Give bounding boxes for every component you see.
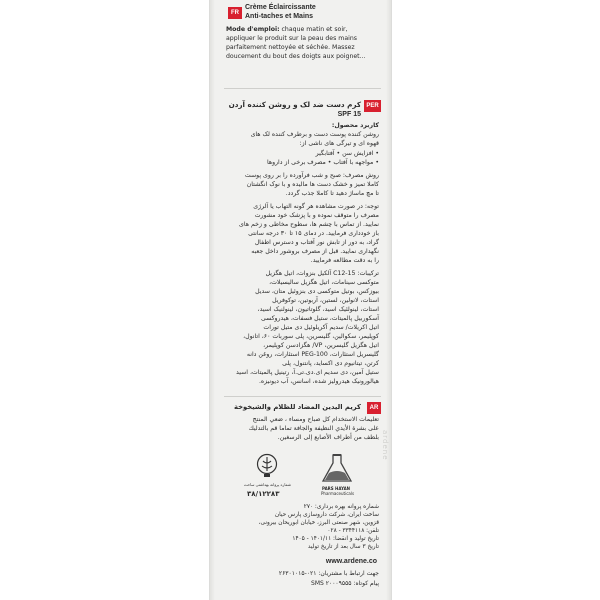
fr-instructions-line [226, 26, 348, 35]
per-caution-line: نگهداری نمایید. قبل از مصرف بروشور داخل جعبه [251, 248, 379, 255]
manufacturer-line: قزوین، شهر صنعتی البرز، خیابان ابوریحان بیرونی، [258, 520, 379, 526]
contact-line: جهت ارتباط با مشتریان: ۰۲۱-۲۶۳۰۱۰۱۵ [278, 570, 379, 577]
per-ingredients-line: هیالورونیک هیدرولیز شده، اسانس، آب دیونیزه. [258, 378, 379, 385]
per-ingredients-line: گلیسریل استئارات، PEG-100 استئارات، روغن دانه [246, 351, 379, 358]
per-usage-line: روشن کننده پوست دست و برطرف کننده لک های [250, 131, 379, 138]
per-ingredients-line: ستیل آمین، دی سدیم ای.دی.تی.آ، رتینیل پالمیتات، اسید [235, 369, 379, 376]
per-method-line: کاملا تمیز و خشک دست ها مالیده و با نوک انگشتان [246, 181, 379, 188]
per-usage-label: کاربرد محصول: [331, 122, 379, 129]
per-usage-line: • مواجهه با آفتاب • مصرف برخی از داروها [266, 159, 379, 166]
manufacturer-line: تاریخ تولید و انقضا: ۱۴۰۱/۱۱ - ۱۴۰۵ [292, 536, 379, 542]
fr-instructions-line: appliquer le produit sur la peau des mains [226, 35, 357, 42]
per-ingredients-line: کرتن، تیتانیوم دی اکساید، پانتنول، پلی [282, 360, 379, 367]
website-url: www.ardene.co [325, 558, 377, 565]
ar-instructions-line: بلطف من أطراف الأصابع إلى الرسغين. [277, 434, 379, 441]
per-caution-line: را به دقت مطالعه فرمایید. [310, 257, 379, 264]
box-edge-left [210, 0, 215, 600]
manufacturer-line: ساخت ایران، شرکت داروسازی پارس حیان [274, 512, 379, 518]
per-ingredients-line: استات، لانولین، لستین، آربوتین، توکوفریل [272, 297, 379, 304]
ar-badge: AR [367, 402, 381, 414]
fr-line-text: chaque matin et soir, [279, 26, 348, 33]
fr-title [245, 4, 316, 21]
ar-title: كريم اليدين المضاد للظلام والشيخوخة [233, 403, 361, 411]
license-number: ۳۸/۱۲۲۸۳ [247, 490, 280, 498]
per-ingredients-line: اتیل هگزیل گلیسرین، VP/ هگزادسن کوپلیمر، [263, 342, 379, 349]
pars-hayan-name: PARS HAYAN [322, 486, 351, 491]
health-ministry-logo [256, 453, 278, 483]
per-caution-line: گراد، به دور از تابش نور آفتاب و دسترس اطفال [254, 239, 379, 246]
per-ingredients-line: اتیل اکریلات/ سدیم آکریلوئیل دی متیل تورات [263, 324, 379, 331]
section-divider [224, 88, 381, 89]
box-edge-right [386, 0, 391, 600]
ministry-caption: شماره پروانه بهداشتی ساخت [244, 482, 291, 487]
vertical-brand-watermark: ardene [381, 430, 389, 461]
fr-badge: FR [228, 7, 242, 19]
per-ingredients-line: کوپلیمر، سکوالین، گلیسرین، پلی سوربات ۶۰، اتانول، [243, 333, 379, 340]
per-caution-line: باز خودداری فرمایید. در دمای ۱۵ تا ۳۰ درجه سانتی [248, 230, 379, 237]
manufacturer-line: تاریخ ۳ سال بعد از تاریخ تولید [307, 544, 379, 550]
manufacturer-line: شماره پروانه بهره برداری: ۲۷۰ [303, 504, 379, 510]
ministry-emblem-icon [256, 453, 278, 479]
fr-mode-label: Mode d'emploi: [226, 26, 280, 33]
contact-line: پیام کوتاه: SMS ۲۰۰۰۹۵۵۵ [311, 580, 379, 587]
ar-instructions-line: على بشرة الأيدي النظيفة والجافة تماما قم بالتدليك [248, 425, 379, 432]
pars-hayan-flask-icon [320, 453, 354, 485]
fr-title-line: Anti-taches et Mains [245, 12, 314, 20]
per-caution-line: توجه: در صورت مشاهده هر گونه التهاب یا آلرژی [253, 203, 379, 210]
per-ingredients-line: استات، لینولئیک اسید، گلوتاتیون، لینولنیک اسید، [257, 306, 379, 313]
per-title: کرم دست ضد لک و روشن کننده آردن [228, 100, 361, 109]
section-divider [224, 396, 381, 397]
per-ingredients-line: بیوزکس، بوتیل متوکسی دی بنزوئیل متان، سدیل [255, 288, 379, 295]
ar-instructions-line: تعليمات الاستخدام كل صباح ومساء ، ضعي المنتج [252, 416, 379, 423]
per-usage-line: • افزایش سن • آفتابگیر [315, 150, 379, 157]
per-caution-line: نمایید. از تماس با چشم ها، سطوح مخاطی و زخم های [239, 221, 379, 228]
pars-hayan-logo [320, 453, 354, 489]
per-usage-line: قهوه ای و تیرگی های ناشی از: [299, 140, 379, 147]
per-caution-line: مصرف را متوقف نموده و با پزشک خود مشورت [254, 212, 379, 219]
per-method-line: روش مصرف: صبح و شب فرآورده را بر روی پوست [244, 172, 379, 179]
pars-hayan-sub: Pharmaceuticals [321, 491, 355, 496]
fr-instructions-line: doucement du bout des doigts aux poignet... [226, 53, 366, 60]
per-badge: PER [364, 100, 381, 112]
per-method-line: تا مچ ماساژ دهید تا کاملا جذب گردد. [285, 190, 379, 197]
per-ingredients-line: ترکیبات: C12-15 آلکیل بنزوات، اتیل هگزیل [265, 270, 379, 277]
spf-label: SPF 15 [337, 111, 361, 118]
per-ingredients-line: آسکوربیل پالمیتات، ستیل فسفات، هیدروکسی [260, 315, 379, 322]
per-ingredients-line: متوکسی سینامات، اتیل هگزیل سالیسیلات، [269, 279, 379, 286]
fr-instructions-line: parfaitement nettoyée et séchée. Massez [226, 44, 355, 51]
manufacturer-line: تلفن: ۳۳۴۴۱۱۸ - ۰۲۸ [327, 528, 379, 534]
fr-title-line: Crème Éclaircissante [245, 4, 316, 11]
product-box-panel [209, 0, 392, 600]
